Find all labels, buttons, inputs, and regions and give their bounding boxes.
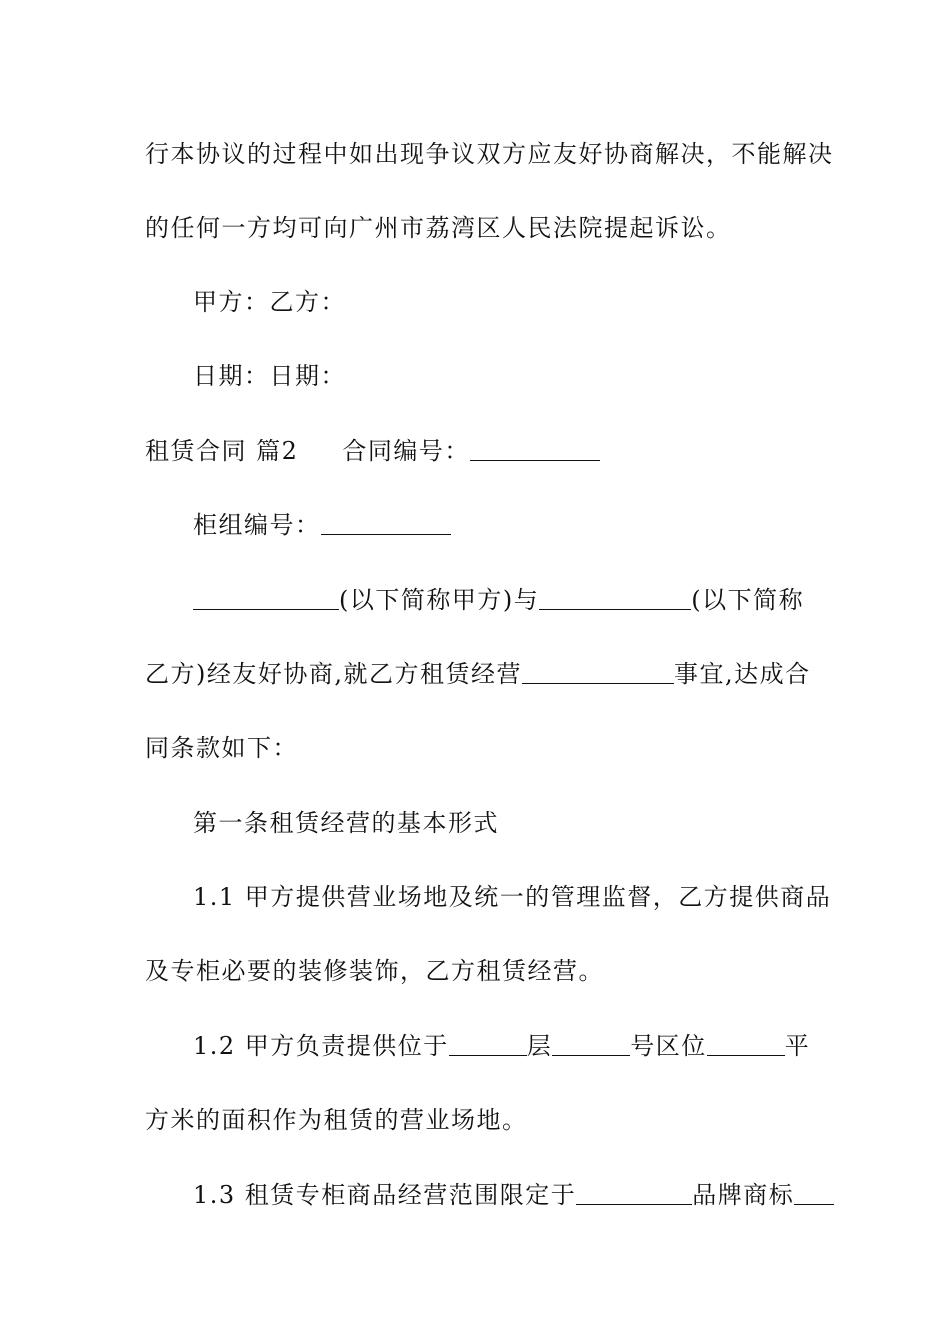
text: 方米的面积作为租赁的营业场地。 [145, 1106, 528, 1134]
paragraph-line [145, 211, 815, 245]
text: 的任何一方均可向广州市荔湾区人民法院提起诉讼。 [145, 214, 732, 242]
counter-number [193, 508, 863, 542]
clause-1-3 [193, 1178, 863, 1212]
zone-blank [552, 1031, 630, 1056]
counter-no-label: 柜组编号： [193, 511, 321, 539]
counter-no-blank [321, 510, 451, 535]
text: 同条款如下： [145, 734, 298, 762]
text: 号区位 [630, 1032, 707, 1060]
scope-blank [576, 1180, 692, 1205]
text: 事宜,达成合 [674, 660, 811, 688]
floor-blank [449, 1031, 527, 1056]
clause-1-1 [193, 880, 863, 914]
paragraph-line [145, 731, 815, 765]
area-blank [707, 1031, 785, 1056]
text: 行本协议的过程中如出现争议双方应友好协商解决，不能解决 [145, 140, 834, 168]
paragraph-line [145, 657, 815, 691]
signature-dates [193, 359, 863, 393]
contract-no-label: 合同编号： [342, 437, 470, 465]
contract-no-blank [470, 436, 600, 461]
text: 及专柜必要的装修装饰，乙方租赁经营。 [145, 957, 604, 985]
signature-parties [193, 285, 863, 319]
text: 1.3 租赁专柜商品经营范围限定于 [193, 1181, 577, 1209]
text: (以下简称甲方)与 [339, 586, 540, 614]
text: 乙方)经友好协商,就乙方租赁经营 [145, 660, 522, 688]
paragraph-line [145, 1103, 815, 1137]
article-title [193, 806, 863, 840]
text: 1.1 甲方提供营业场地及统一的管理监督，乙方提供商品 [193, 883, 832, 911]
contract-title: 租赁合同 篇2 [145, 437, 299, 465]
text: 层 [526, 1032, 553, 1060]
paragraph-line [145, 137, 834, 171]
text: 平 [784, 1032, 811, 1060]
text: 第一条租赁经营的基本形式 [193, 809, 499, 837]
party-a-blank [193, 585, 339, 610]
text: 甲方：乙方： [193, 288, 346, 316]
business-blank [522, 659, 674, 684]
text: 日期：日期： [193, 362, 346, 390]
text: 品牌商标 [692, 1181, 795, 1209]
brand-blank [794, 1180, 834, 1205]
text: (以下简称 [691, 586, 805, 614]
contract-heading [145, 434, 815, 468]
paragraph-line [145, 954, 815, 988]
text: 1.2 甲方负责提供位于 [193, 1032, 449, 1060]
paragraph-line [193, 583, 863, 617]
clause-1-2 [193, 1029, 863, 1063]
party-b-blank [539, 585, 691, 610]
